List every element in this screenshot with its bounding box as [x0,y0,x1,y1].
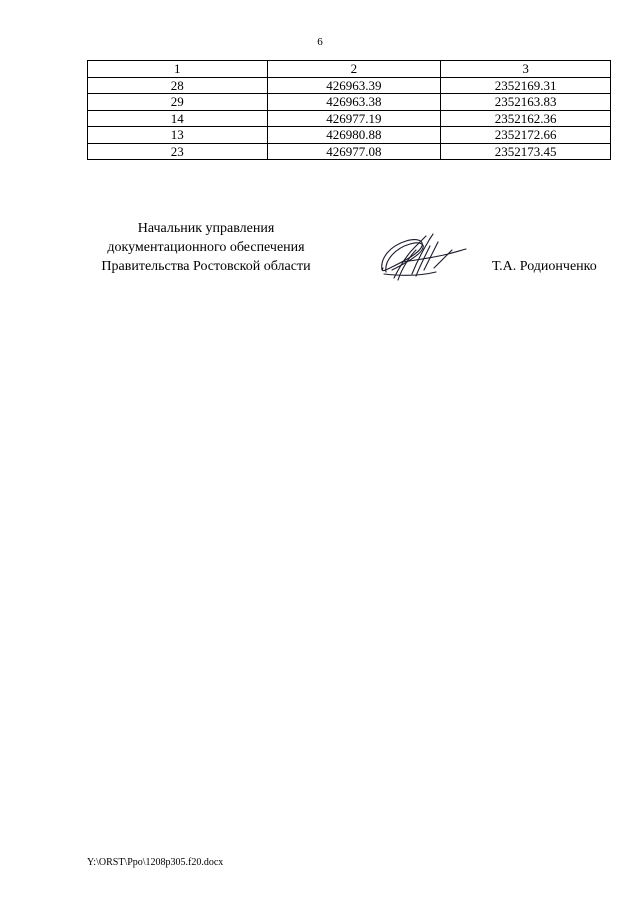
position-line: Начальник управления [137,221,275,236]
table-row [88,110,611,127]
point-number-cell: 14 [88,110,268,127]
signatory-position [86,219,326,276]
page-number: 6 [317,36,323,48]
point-number-cell: 28 [88,77,268,94]
column-header: 2 [267,61,441,78]
position-line: документационного обеспечения [107,240,305,255]
table-row [88,127,611,144]
x-coordinate-cell: 426963.39 [267,77,441,94]
handwritten-signature-icon [372,222,472,286]
table-row [88,143,611,160]
coordinates-table [87,60,611,160]
y-coordinate-cell: 2352173.45 [441,143,611,160]
x-coordinate-cell: 426980.88 [267,127,441,144]
x-coordinate-cell: 426977.08 [267,143,441,160]
y-coordinate-cell: 2352169.31 [441,77,611,94]
x-coordinate-cell: 426977.19 [267,110,441,127]
x-coordinate-cell: 426963.38 [267,94,441,111]
position-line: Правительства Ростовской области [101,259,311,274]
y-coordinate-cell: 2352172.66 [441,127,611,144]
table-row [88,94,611,111]
y-coordinate-cell: 2352162.36 [441,110,611,127]
table-row [88,77,611,94]
y-coordinate-cell: 2352163.83 [441,94,611,111]
table-header-row [88,61,611,78]
point-number-cell: 13 [88,127,268,144]
column-header: 3 [441,61,611,78]
file-path-footer: Y:\ORST\Ppo\1208p305.f20.docx [87,857,224,868]
point-number-cell: 23 [88,143,268,160]
column-header: 1 [88,61,268,78]
point-number-cell: 29 [88,94,268,111]
signatory-name: Т.А. Родионченко [492,259,597,274]
